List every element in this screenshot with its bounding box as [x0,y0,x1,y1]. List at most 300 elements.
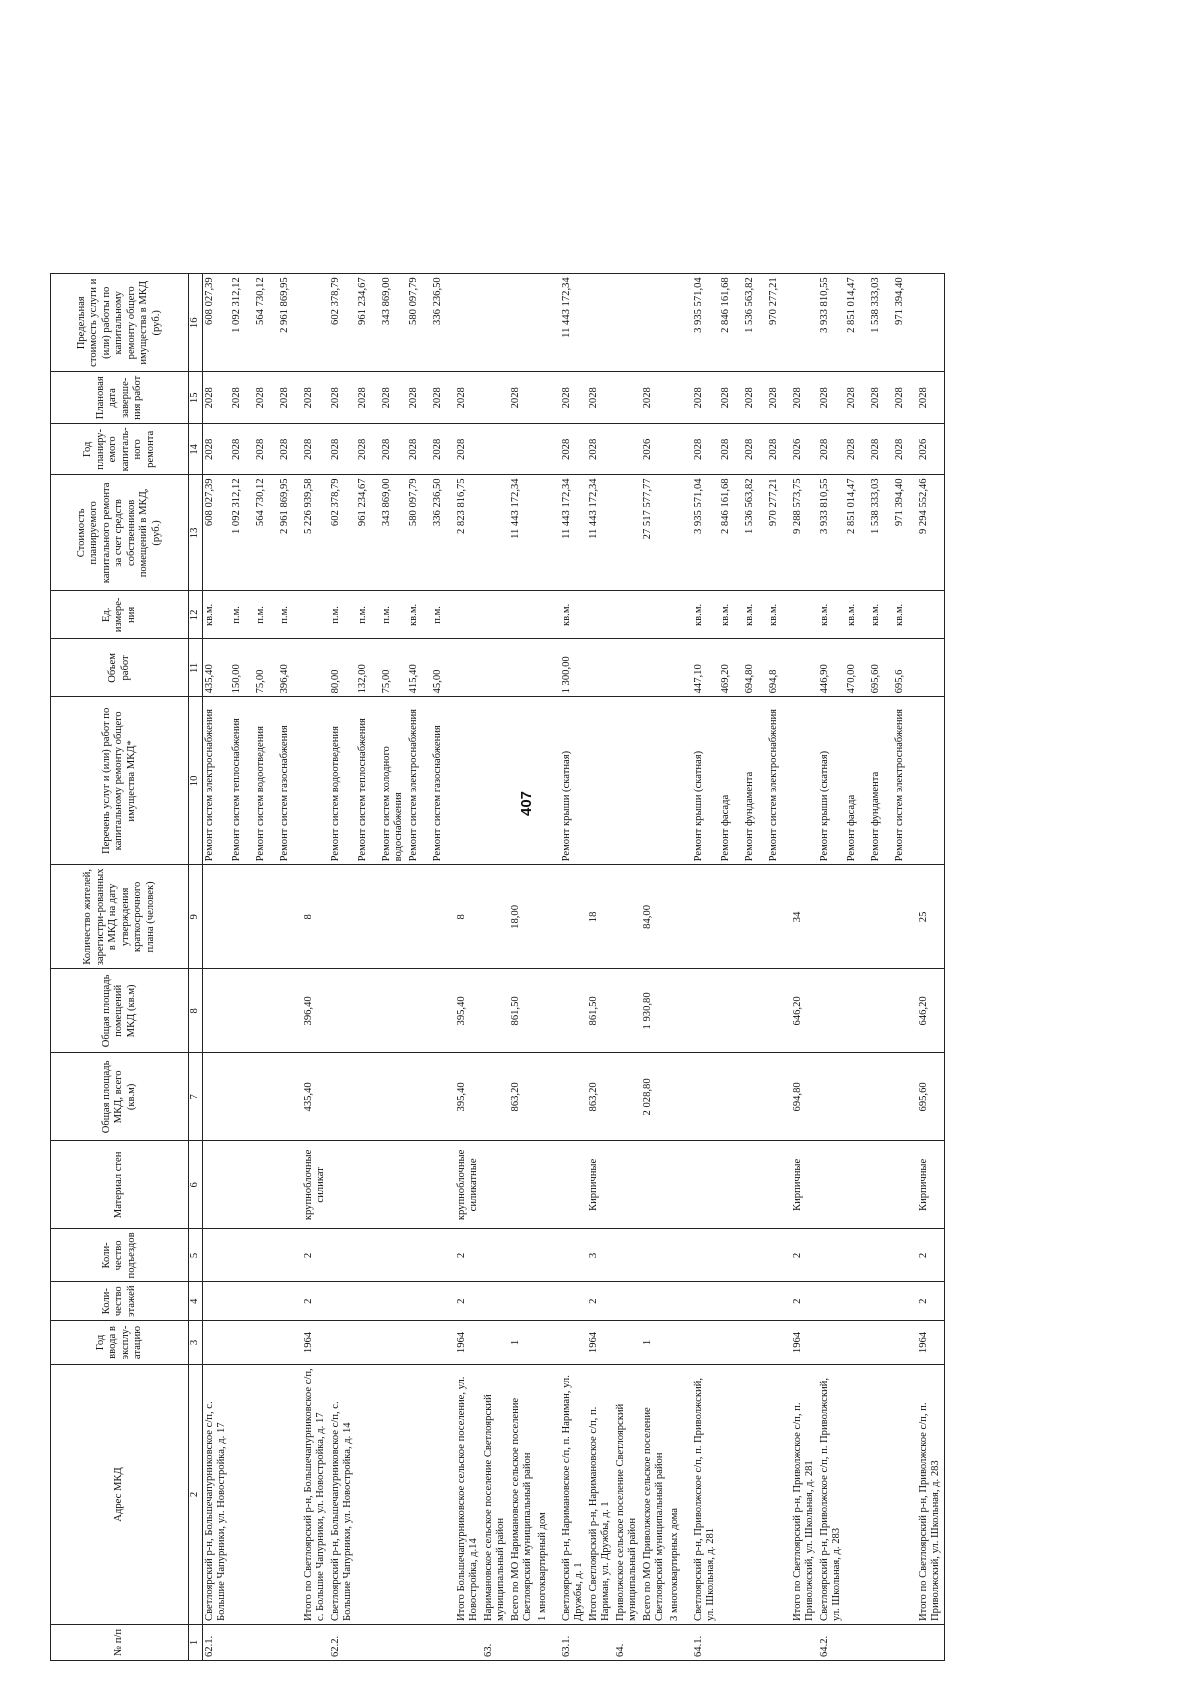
cell-residents [845,865,869,969]
cell-repair-year: 2028 [869,424,893,475]
cell-volume: 695,6 [893,639,917,697]
cell-completion-date: 2028 [278,372,302,424]
cell-cost: 27 517 577,77 [641,475,668,591]
cell-work-type [302,697,329,865]
cell-limit-cost: 961 234,67 [356,274,380,372]
cell-limit-cost: 602 378,79 [329,274,356,372]
header-wall-material: Материал стен [51,1141,189,1229]
cell-volume [536,639,560,697]
cell-floors [407,1282,431,1321]
cell-work-type [587,697,614,865]
cell-wall-material [536,1141,560,1229]
cell-unit: п.м. [356,591,380,639]
cell-repair-year: 2028 [767,424,791,475]
cell-repair-year: 2026 [791,424,818,475]
cell-work-type: Ремонт систем электроснабжения [202,697,230,865]
table-row [202,274,230,1661]
cell-repair-year: 2028 [893,424,917,475]
cell-row-number: 64.2. [818,1625,845,1661]
cell-cost: 1 092 312,12 [230,475,254,591]
cell-volume: 470,00 [845,639,869,697]
cell-row-number [431,1625,455,1661]
column-number: 15 [189,372,203,424]
table-row [302,274,329,1661]
cell-limit-cost: 1 536 563,82 [743,274,767,372]
cell-address: 1 многоквартирный дом [536,1365,560,1625]
cell-total-area [668,1053,692,1141]
table-row [869,274,893,1661]
cell-address: Итого Большечапурниковское сельское поселение, ул. Новостройка, д.14 [455,1365,482,1625]
cell-floors [767,1282,791,1321]
cell-floors [893,1282,917,1321]
cell-volume [668,639,692,697]
table-row [818,274,845,1661]
cell-completion-date [668,372,692,424]
cell-limit-cost [917,274,945,372]
cell-entrances [869,1229,893,1282]
cell-floors [482,1282,509,1321]
cell-year-built [202,1321,230,1365]
cell-volume [587,639,614,697]
cell-wall-material [278,1141,302,1229]
table-row [743,274,767,1661]
cell-floors [641,1282,668,1321]
cell-address [743,1365,767,1625]
cell-total-area [536,1053,560,1141]
cell-volume: 415,40 [407,639,431,697]
cell-address: Итого по Светлоярский р-н, Приволжское с/п, п. Приволжский, ул. Школьная, д. 281 [791,1365,818,1625]
cell-wall-material [560,1141,587,1229]
column-number: 14 [189,424,203,475]
cell-year-built [668,1321,692,1365]
cell-address: Всего по МО Наримановское сельское поселение Светлоярский муниципальный район [509,1365,536,1625]
cell-entrances [482,1229,509,1282]
cell-year-built: 1964 [917,1321,945,1365]
cell-cost: 564 730,12 [254,475,278,591]
cell-year-built [869,1321,893,1365]
cell-year-built: 1964 [455,1321,482,1365]
cell-cost: 2 851 014,47 [845,475,869,591]
cell-address [719,1365,743,1625]
cell-entrances: 2 [917,1229,945,1282]
cell-address [254,1365,278,1625]
cell-unit: кв.м. [407,591,431,639]
cell-address [767,1365,791,1625]
cell-wall-material [869,1141,893,1229]
cell-cost [536,475,560,591]
cell-completion-date: 2028 [893,372,917,424]
cell-address [869,1365,893,1625]
cell-floors [818,1282,845,1321]
cell-floors [536,1282,560,1321]
cell-premises-area: 396,40 [302,969,329,1053]
cell-wall-material [356,1141,380,1229]
cell-total-area [893,1053,917,1141]
cell-completion-date [614,372,641,424]
cell-unit [641,591,668,639]
cell-work-type: Ремонт систем теплоснабжения [230,697,254,865]
cell-total-area [767,1053,791,1141]
cell-completion-date: 2028 [692,372,719,424]
cell-row-number [791,1625,818,1661]
cell-row-number [767,1625,791,1661]
cell-premises-area [668,969,692,1053]
header-repair-year: Год планиру-емого капиталь-ного ремонта [51,424,189,475]
table-row [917,274,945,1661]
cell-premises-area [893,969,917,1053]
cell-year-built [719,1321,743,1365]
cell-floors [329,1282,356,1321]
cell-repair-year: 2028 [254,424,278,475]
cell-row-number [893,1625,917,1661]
cell-entrances [560,1229,587,1282]
column-number: 6 [189,1141,203,1229]
cell-floors [560,1282,587,1321]
cell-wall-material [380,1141,407,1229]
cell-cost: 580 097,79 [407,475,431,591]
cell-unit: п.м. [254,591,278,639]
cell-cost [482,475,509,591]
cell-wall-material [818,1141,845,1229]
cell-residents [356,865,380,969]
cell-limit-cost: 11 443 172,34 [560,274,587,372]
column-number: 2 [189,1365,203,1625]
cell-year-built [560,1321,587,1365]
cell-floors [278,1282,302,1321]
cell-repair-year: 2028 [845,424,869,475]
cell-entrances [254,1229,278,1282]
cell-wall-material [893,1141,917,1229]
cell-premises-area [407,969,431,1053]
cell-limit-cost [455,274,482,372]
cell-total-area: 695,60 [917,1053,945,1141]
cell-premises-area [278,969,302,1053]
cell-year-built [329,1321,356,1365]
cell-work-type: Ремонт систем газоснабжения [431,697,455,865]
cell-total-area [818,1053,845,1141]
cell-limit-cost: 2 851 014,47 [845,274,869,372]
cell-address [230,1365,254,1625]
cell-completion-date: 2028 [869,372,893,424]
cell-year-built: 1964 [587,1321,614,1365]
cell-row-number [869,1625,893,1661]
cell-residents [230,865,254,969]
cell-limit-cost: 343 869,00 [380,274,407,372]
cell-volume: 75,00 [380,639,407,697]
cell-repair-year: 2028 [380,424,407,475]
cell-wall-material: Кирпичные [791,1141,818,1229]
cell-floors: 2 [917,1282,945,1321]
cell-entrances [356,1229,380,1282]
cell-residents [278,865,302,969]
cell-year-built [893,1321,917,1365]
cell-repair-year [536,424,560,475]
header-limit-cost: Предельная стоимость услуги и (или) работы по капитальному ремонту общего имущества в МКД (руб.) [51,274,189,372]
cell-year-built: 1964 [791,1321,818,1365]
column-number: 1 [189,1625,203,1661]
cell-entrances [845,1229,869,1282]
cell-entrances [818,1229,845,1282]
cell-volume: 469,20 [719,639,743,697]
cell-floors: 2 [455,1282,482,1321]
cell-row-number: 63. [482,1625,509,1661]
cell-floors [719,1282,743,1321]
cell-row-number: 64. [614,1625,641,1661]
table-row [587,274,614,1661]
cell-residents [431,865,455,969]
cell-year-built [692,1321,719,1365]
cell-total-area: 694,80 [791,1053,818,1141]
cell-row-number [668,1625,692,1661]
cell-total-area [254,1053,278,1141]
cell-cost: 970 277,21 [767,475,791,591]
table-row [560,274,587,1661]
cell-row-number [302,1625,329,1661]
cell-wall-material [509,1141,536,1229]
cell-unit: кв.м. [560,591,587,639]
cell-completion-date: 2028 [407,372,431,424]
cell-row-number [230,1625,254,1661]
header-unit: Ед. измере-ния [51,591,189,639]
cell-limit-cost: 2 961 869,95 [278,274,302,372]
table-row [278,274,302,1661]
cell-floors [869,1282,893,1321]
cell-completion-date: 2028 [254,372,278,424]
cell-limit-cost: 2 846 161,68 [719,274,743,372]
cell-cost: 961 234,67 [356,475,380,591]
cell-row-number [407,1625,431,1661]
cell-year-built: 1 [509,1321,536,1365]
cell-work-type: Ремонт систем холодного водоснабжения [380,697,407,865]
cell-completion-date: 2028 [509,372,536,424]
header-floors: Коли-чество этажей [51,1282,189,1321]
cell-completion-date [536,372,560,424]
cell-limit-cost [302,274,329,372]
cell-volume [641,639,668,697]
cell-entrances [278,1229,302,1282]
cell-limit-cost [641,274,668,372]
cell-completion-date: 2028 [560,372,587,424]
header-volume: Объем работ [51,639,189,697]
cell-cost: 336 236,50 [431,475,455,591]
cell-cost: 9 288 573,75 [791,475,818,591]
cell-residents: 34 [791,865,818,969]
cell-entrances: 2 [791,1229,818,1282]
cell-wall-material [614,1141,641,1229]
cell-cost: 11 443 172,34 [509,475,536,591]
column-number: 11 [189,639,203,697]
cell-address: Итого по Светлоярский р-н, Приволжское с/п, п. Приволжский, ул. Школьная, д. 283 [917,1365,945,1625]
cell-entrances [692,1229,719,1282]
cell-work-type [641,697,668,865]
cell-completion-date: 2028 [818,372,845,424]
cell-wall-material [767,1141,791,1229]
cell-entrances [431,1229,455,1282]
cell-row-number [587,1625,614,1661]
cell-total-area: 863,20 [509,1053,536,1141]
cell-year-built: 1964 [302,1321,329,1365]
cell-residents [329,865,356,969]
header-cost: Стоимость планируемого капитального ремонта за счет средств собственников помещений в МКД, (руб.) [51,475,189,591]
table-row [614,274,641,1661]
cell-work-type: Ремонт фасада [845,697,869,865]
cell-premises-area: 646,20 [917,969,945,1053]
cell-unit: кв.м. [767,591,791,639]
cell-limit-cost: 970 277,21 [767,274,791,372]
cell-completion-date: 2028 [431,372,455,424]
cell-completion-date: 2028 [587,372,614,424]
cell-row-number [455,1625,482,1661]
cell-limit-cost: 564 730,12 [254,274,278,372]
cell-year-built [407,1321,431,1365]
cell-cost [668,475,692,591]
header-total-area: Общая площадь МКД, всего (кв.м) [51,1053,189,1141]
cell-unit: п.м. [230,591,254,639]
table-body [202,274,944,1661]
cell-residents [254,865,278,969]
cell-unit: п.м. [431,591,455,639]
cell-total-area: 395,40 [455,1053,482,1141]
cell-completion-date: 2028 [302,372,329,424]
cell-entrances [407,1229,431,1282]
cell-wall-material [202,1141,230,1229]
cell-unit [587,591,614,639]
cell-total-area: 863,20 [587,1053,614,1141]
cell-limit-cost [536,274,560,372]
header-premises-area: Общая площадь помещений МКД (кв.м) [51,969,189,1053]
cell-cost: 1 538 333,03 [869,475,893,591]
cell-completion-date: 2028 [791,372,818,424]
column-number: 5 [189,1229,203,1282]
cell-year-built [230,1321,254,1365]
cell-unit: п.м. [329,591,356,639]
cell-volume: 446,90 [818,639,845,697]
cell-wall-material [743,1141,767,1229]
cell-floors [845,1282,869,1321]
column-number: 7 [189,1053,203,1141]
table-row [641,274,668,1661]
cell-limit-cost: 3 935 571,04 [692,274,719,372]
cell-wall-material: крупноблочные силикат [302,1141,329,1229]
cell-unit [917,591,945,639]
cell-completion-date: 2028 [230,372,254,424]
cell-floors [230,1282,254,1321]
cell-entrances [230,1229,254,1282]
cell-volume: 435,40 [202,639,230,697]
cell-repair-year: 2028 [455,424,482,475]
column-number: 12 [189,591,203,639]
cell-address [431,1365,455,1625]
cell-total-area [614,1053,641,1141]
cell-floors [614,1282,641,1321]
cell-residents [893,865,917,969]
cell-unit [482,591,509,639]
cell-limit-cost [614,274,641,372]
cell-wall-material [431,1141,455,1229]
cell-address [407,1365,431,1625]
cell-wall-material [407,1141,431,1229]
cell-total-area [407,1053,431,1141]
cell-total-area: 435,40 [302,1053,329,1141]
cell-cost: 602 378,79 [329,475,356,591]
cell-wall-material: Кирпичные [587,1141,614,1229]
cell-residents [482,865,509,969]
cell-floors [202,1282,230,1321]
cell-repair-year: 2028 [356,424,380,475]
cell-entrances [202,1229,230,1282]
cell-residents: 18,00 [509,865,536,969]
cell-limit-cost: 336 236,50 [431,274,455,372]
cell-floors [254,1282,278,1321]
cell-work-type [917,697,945,865]
cell-total-area [380,1053,407,1141]
table-row [791,274,818,1661]
cell-work-type [614,697,641,865]
cell-work-type [455,697,482,865]
cell-work-type: Ремонт фасада [719,697,743,865]
cell-year-built [767,1321,791,1365]
cell-total-area [202,1053,230,1141]
page-number: 407 [518,790,535,816]
cell-unit: кв.м. [818,591,845,639]
cell-year-built [380,1321,407,1365]
cell-residents [743,865,767,969]
cell-year-built: 1 [641,1321,668,1365]
cell-year-built [356,1321,380,1365]
cell-premises-area [614,969,641,1053]
cell-volume [509,639,536,697]
cell-volume: 80,00 [329,639,356,697]
cell-row-number: 62.1. [202,1625,230,1661]
cell-year-built [845,1321,869,1365]
cell-cost: 5 226 939,58 [302,475,329,591]
cell-work-type [482,697,509,865]
table-row [536,274,560,1661]
cell-repair-year: 2026 [917,424,945,475]
cell-repair-year [509,424,536,475]
cell-unit [455,591,482,639]
cell-premises-area [431,969,455,1053]
column-number: 10 [189,697,203,865]
table-row [230,274,254,1661]
cell-row-number [254,1625,278,1661]
cell-cost: 3 933 810,55 [818,475,845,591]
cell-address: Светлоярский р-н, Наримановское с/п, п. Нариман, ул. Дружбы, д. 1 [560,1365,587,1625]
cell-work-type: Ремонт систем водоотведения [254,697,278,865]
cell-repair-year [482,424,509,475]
cell-completion-date: 2028 [719,372,743,424]
cell-year-built [743,1321,767,1365]
cell-entrances [536,1229,560,1282]
column-number: 9 [189,865,203,969]
cell-floors [380,1282,407,1321]
cell-volume: 150,00 [230,639,254,697]
header-completion-date: Плановая дата заверше-ния работ [51,372,189,424]
cell-completion-date: 2028 [329,372,356,424]
cell-premises-area [692,969,719,1053]
cell-work-type [791,697,818,865]
cell-address: Итого по Светлоярский р-н, Большечапурниковское с/п, с. Большие Чапурники, ул. Новостройка, д. 17 [302,1365,329,1625]
cell-total-area [869,1053,893,1141]
cell-unit: кв.м. [743,591,767,639]
cell-residents [692,865,719,969]
cell-residents [869,865,893,969]
cell-wall-material [482,1141,509,1229]
cell-work-type: Ремонт систем электроснабжения [893,697,917,865]
cell-address: Итого Светлоярский р-н, Наримановское с/п, п. Нариман, ул. Дружбы, д. 1 [587,1365,614,1625]
cell-cost: 971 394,40 [893,475,917,591]
table-row [893,274,917,1661]
